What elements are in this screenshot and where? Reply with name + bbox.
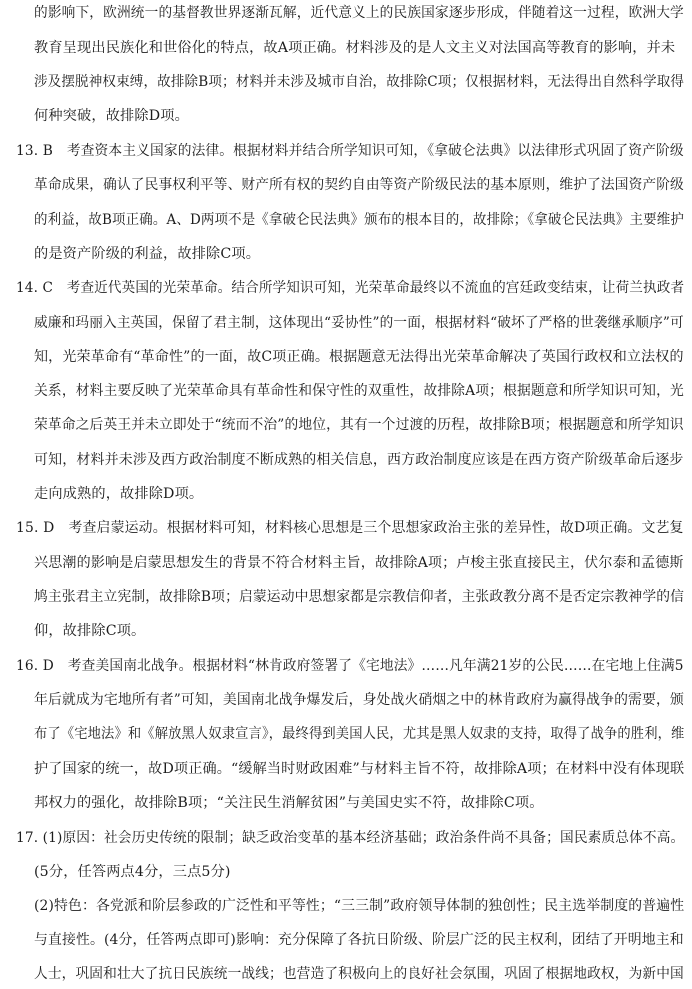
text-line: 15. D 考查启蒙运动。根据材料可知，材料核心思想是三个思想家政治主张的差异性，故D项正确。文艺复 <box>16 520 684 536</box>
text-line: 革命成果，确认了民事权利平等、财产所有权的契约自由等资产阶级民法的基本原则，维护了法国资产阶级 <box>34 177 684 193</box>
text-line: 的利益，故B项正确。A、D两项不是《拿破仑民法典》颁布的根本目的，故排除；《拿破仑民法典》主要维护 <box>34 212 684 228</box>
text-line: 荣革命之后英王并未立即处于“统而不治”的地位，其有一个过渡的历程，故排除B项；根据题意和所学知识 <box>34 417 684 433</box>
text-line: 教育呈现出民族化和世俗化的特点，故A项正确。材料涉及的是人文主义对法国高等教育的影响，并未 <box>34 40 676 56</box>
text-line: 与直接性。(4分，任答两点即可)影响：充分保障了各抗日阶级、阶层广泛的民主权利，团结了开明地主和 <box>34 932 684 948</box>
text-line: 年后就成为宅地所有者”可知，美国南北战争爆发后，身处战火硝烟之中的林肯政府为赢得战争的需要，颁 <box>34 692 684 708</box>
text-line: 护了国家的统一，故D项正确。“缓解当时财政困难”与材料主旨不符，故排除A项；在材料中没有体现联 <box>34 761 685 777</box>
text-line: 何种突破，故排除D项。 <box>34 108 189 124</box>
text-line: 可知，材料并未涉及西方政治制度不断成熟的相关信息，西方政治制度应该是在西方资产阶级革命后逐步 <box>34 452 684 468</box>
text-line: 的影响下，欧洲统一的基督教世界逐渐瓦解，近代意义上的民族国家逐步形成，伴随着这一过程，欧洲大学 <box>34 5 684 21</box>
text-line: 16. D 考查美国南北战争。根据材料“林肯政府签署了《宅地法》……凡年满21岁的公民……在宅地上住满5 <box>16 658 684 674</box>
text-line: (2)特色：各党派和阶层参政的广泛性和平等性；“三三制”政府领导体制的独创性；民主选举制度的普遍性 <box>34 898 685 914</box>
text-line: 的是资产阶级的利益，故排除C项。 <box>34 246 261 262</box>
text-line: 邦权力的强化，故排除B项；“关注民生消解贫困”与美国史实不符，故排除C项。 <box>34 795 544 811</box>
text-line: 威廉和玛丽入主英国，保留了君主制，这体现出“妥协性”的一面，根据材料“破坏了严格的世袭继承顺序”可 <box>34 315 684 331</box>
text-line: 17. (1)原因：社会历史传统的限制；缺乏政治变革的基本经济基础；政治条件尚不具备；国民素质总体不高。 <box>16 830 685 846</box>
text-line: 知，光荣革命有“革命性”的一面，故C项正确。根据题意无法得出光荣革命解决了英国行政权和立法权的 <box>34 349 684 365</box>
text-line: 关系，材料主要反映了光荣革命具有革命性和保守性的双重性，故排除A项；根据题意和所学知识可知，光 <box>34 383 684 399</box>
text-line: 涉及摆脱神权束缚，故排除B项；材料并未涉及城市自治，故排除C项；仅根据材料，无法得出自然科学取得 <box>34 74 685 90</box>
text-line: 鸠主张君主立宪制，故排除B项；启蒙运动中思想家都是宗教信仰者，主张政教分离不是否定宗教神学的信 <box>34 589 685 605</box>
text-line: 布了《宅地法》和《解放黑人奴隶宣言》，最终得到美国人民，尤其是黑人奴隶的支持，取得了战争的胜利，维 <box>34 726 685 742</box>
text-line: 仰，故排除C项。 <box>34 623 146 639</box>
text-line: 人士，巩固和壮大了抗日民族统一战线；也营造了积极向上的良好社会氛围，巩固了根据地政权，为新中国 <box>34 966 684 982</box>
text-line: 走向成熟的，故排除D项。 <box>34 486 204 502</box>
text-line: 14. C 考查近代英国的光荣革命。结合所学知识可知，光荣革命最终以不流血的宫廷政变结束，让荷兰执政者 <box>16 280 685 296</box>
text-line: 兴思潮的影响是启蒙思想发生的背景不符合材料主旨，故排除A项；卢梭主张直接民主，伏尔泰和孟德斯 <box>34 555 684 571</box>
text-line: (5分，任答两点4分，三点5分) <box>34 864 231 880</box>
text-line: 13. B 考查资本主义国家的法律。根据材料并结合所学知识可知，《拿破仑法典》以法律形式巩固了资产阶级 <box>16 143 684 159</box>
